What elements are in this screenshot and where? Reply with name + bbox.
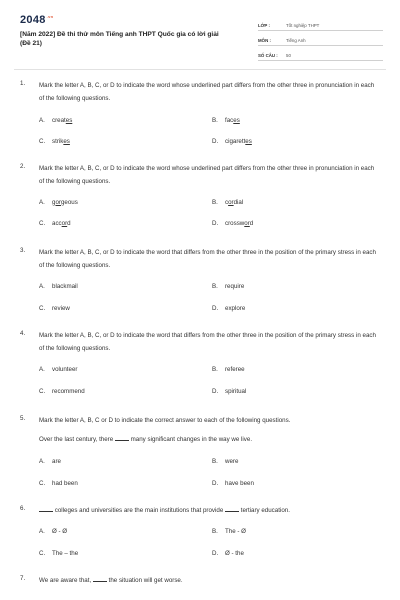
option-d[interactable]: D. explore: [212, 305, 246, 312]
option-a[interactable]: A. Ø - Ø: [39, 528, 68, 535]
answer-blank: [93, 576, 107, 582]
option-d[interactable]: D. spiritual: [212, 388, 247, 395]
meta-label: LỚP :: [258, 23, 270, 28]
option-c[interactable]: C. accord: [39, 220, 71, 227]
option-c[interactable]: C. had been: [39, 480, 78, 487]
question-text: Mark the letter A, B, C, or D to indicate the word whose underlined part differs from the other three in pronunciation in each of the following questions.: [39, 82, 375, 102]
question-number: 4.: [20, 330, 26, 337]
meta-row-subject: [258, 31, 383, 46]
question-stem: Over the last century, there many significant changes in the way we live.: [39, 436, 253, 443]
question-number: 2.: [20, 163, 26, 170]
option-a[interactable]: A. blackmail: [39, 283, 78, 290]
option-a[interactable]: A. gorgeous: [39, 199, 78, 206]
option-b[interactable]: B. referee: [212, 366, 245, 373]
option-c[interactable]: C. The – the: [39, 550, 79, 557]
option-d[interactable]: D. cigarettes: [212, 138, 252, 145]
answer-blank: [115, 435, 129, 441]
question-number: 1.: [20, 80, 26, 87]
option-c[interactable]: C. recommend: [39, 388, 85, 395]
answer-blank: [39, 506, 53, 512]
document-title: [Năm 2022] Đề thi thử môn Tiếng anh THPT Quốc gia có lời giải (Đề 21): [20, 31, 219, 47]
meta-value: 50: [286, 53, 291, 58]
question-text: Mark the letter A, B, C or D to indicate the correct answer to each of the following questions.: [39, 417, 291, 424]
option-a[interactable]: A. volunteer: [39, 366, 78, 373]
option-b[interactable]: B. cordial: [212, 199, 244, 206]
option-b[interactable]: B. were: [212, 458, 239, 465]
question-number: 5.: [20, 415, 26, 422]
meta-value: Tiếng Anh: [286, 38, 306, 43]
option-b[interactable]: B. require: [212, 283, 245, 290]
document-meta: [258, 16, 383, 61]
question-number: 6.: [20, 505, 26, 512]
option-d[interactable]: D. crossword: [212, 220, 254, 227]
meta-label: MÔN :: [258, 38, 271, 43]
meta-row-class: [258, 16, 383, 31]
option-c[interactable]: C. review: [39, 305, 70, 312]
option-a[interactable]: A. creates: [39, 117, 73, 124]
question-text: Mark the letter A, B, C, or D to indicate the word that differs from the other three in the position of the primary stress in each of the following questions.: [39, 332, 376, 352]
meta-label: SỐ CÂU :: [258, 53, 278, 58]
option-b[interactable]: B. faces: [212, 117, 240, 124]
document-header: [20, 14, 382, 58]
header-divider: [14, 69, 386, 70]
option-d[interactable]: D. Ø - the: [212, 550, 244, 557]
option-b[interactable]: B. The - Ø: [212, 528, 246, 535]
question-text: colleges and universities are the main institutions that provide tertiary education.: [39, 505, 381, 518]
answer-blank: [225, 506, 239, 512]
question-number: 7.: [20, 575, 26, 582]
meta-value: Tốt nghiệp THPT: [286, 23, 320, 28]
site-logo[interactable]: $2048^{.vn}$: [20, 14, 54, 26]
meta-row-count: [258, 46, 383, 61]
question-number: 3.: [20, 247, 26, 254]
question-text: Mark the letter A, B, C, or D to indicate the word whose underlined part differs from the other three in pronunciation in each of the following questions.: [39, 165, 375, 185]
question-text: We are aware that, the situation will get worse.: [39, 577, 183, 584]
question-text: Mark the letter A, B, C, or D to indicate the word that differs from the other three in the position of the primary stress in each of the following questions.: [39, 249, 376, 269]
option-a[interactable]: A. are: [39, 458, 61, 465]
option-d[interactable]: D. have been: [212, 480, 254, 487]
option-c[interactable]: C. strikes: [39, 138, 70, 145]
